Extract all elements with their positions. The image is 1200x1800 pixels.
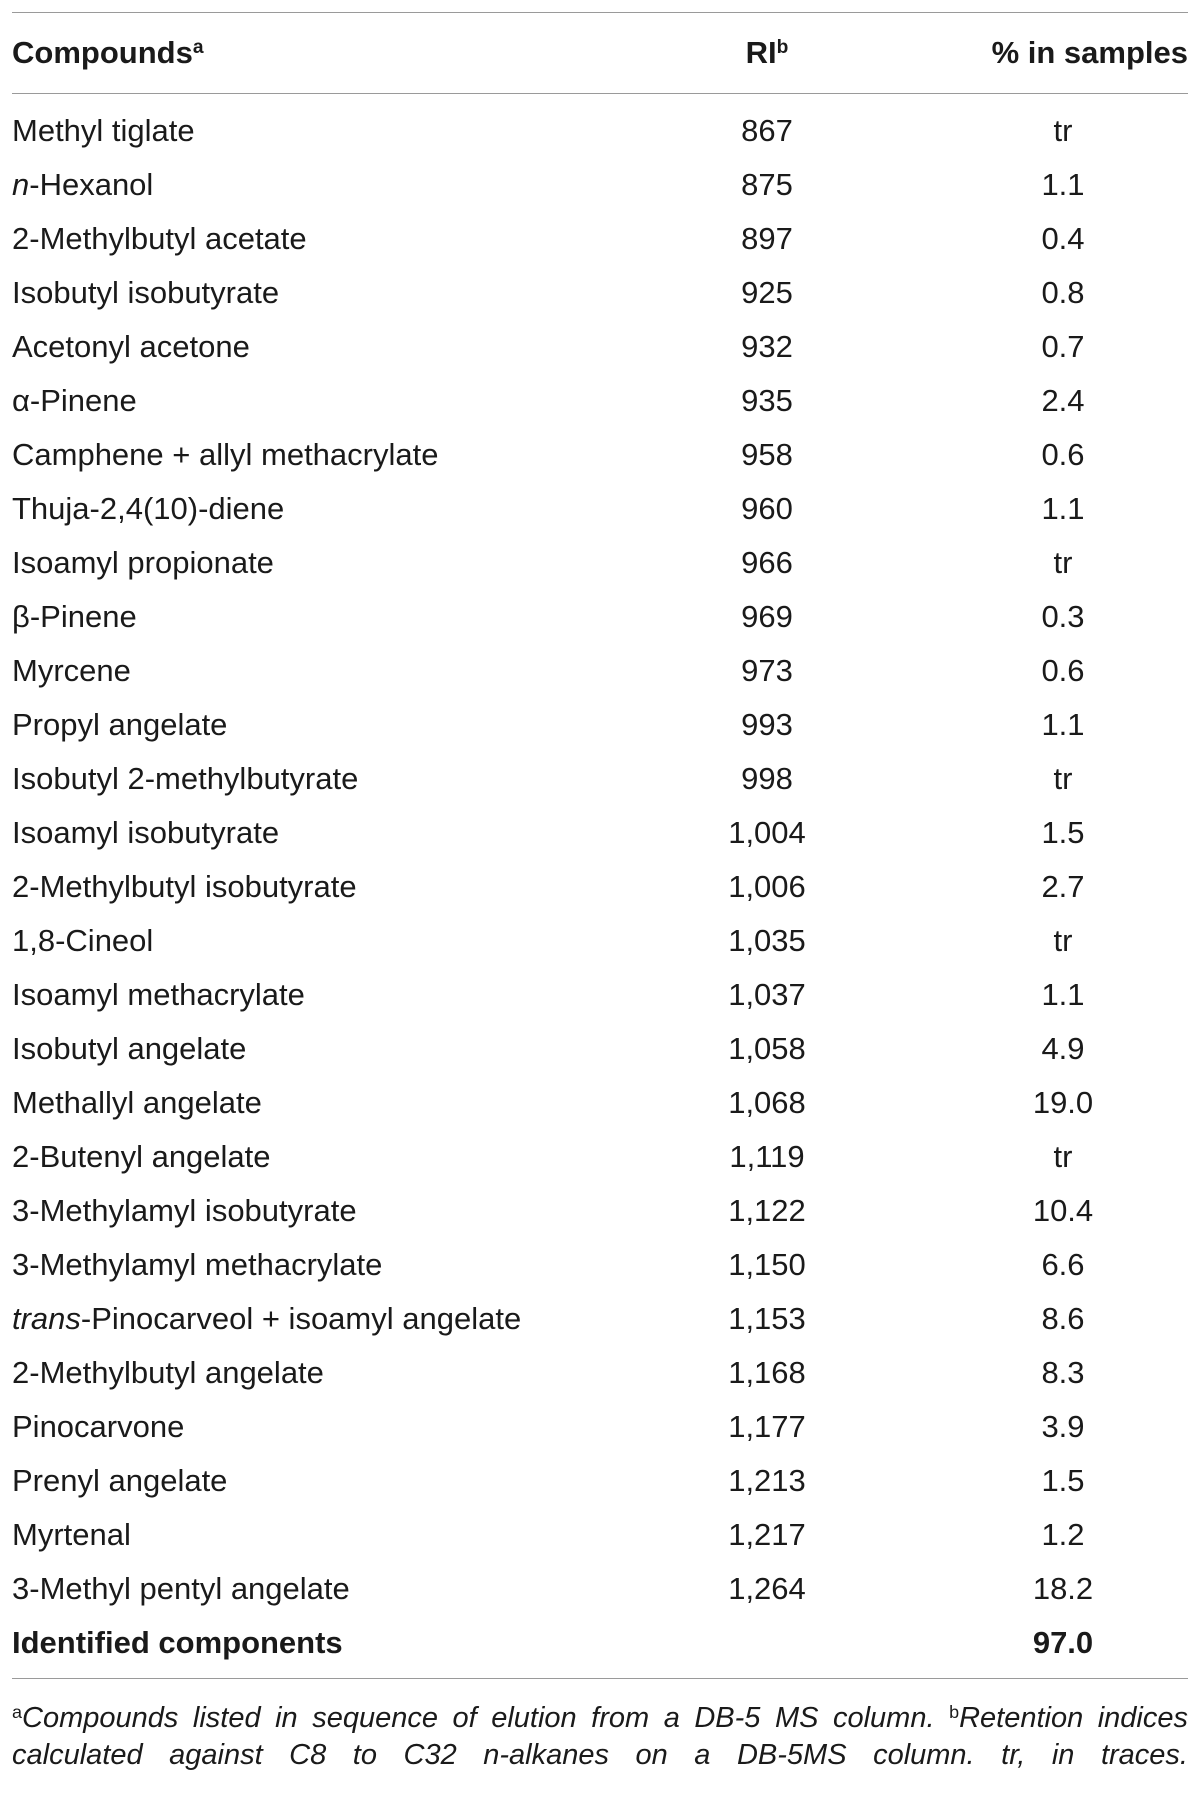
compound-name-cell [12, 590, 632, 644]
retention-index-cell: 1,006 [728, 869, 806, 904]
retention-index-cell: 1,068 [728, 1085, 806, 1120]
percent-value: 6.6 [1041, 1247, 1085, 1282]
table-row [12, 482, 1188, 536]
compound-name-prefix: n [12, 167, 30, 202]
compound-name-cell [12, 1184, 632, 1238]
percent-cell [902, 968, 1188, 1022]
table-row [12, 914, 1188, 968]
retention-index-cell: 1,153 [728, 1301, 806, 1336]
compound-name: 3-Methylamyl isobutyrate [12, 1193, 357, 1228]
retention-index-cell: 1,037 [728, 977, 806, 1012]
percent-cell [902, 266, 1188, 320]
compound-name-cell [12, 1562, 632, 1616]
retention-index-cell: 932 [741, 329, 793, 364]
percent-cell [902, 428, 1188, 482]
retention-index-cell: 973 [741, 653, 793, 688]
percent-value: 0.6 [1041, 437, 1085, 472]
compound-name-cell [12, 482, 632, 536]
percent-cell [902, 914, 1188, 968]
table-row [12, 374, 1188, 428]
retention-index-cell: 1,119 [729, 1139, 805, 1174]
compound-name: Acetonyl acetone [12, 329, 250, 364]
percent-value: 0.3 [1041, 599, 1085, 634]
compound-name-cell [12, 536, 632, 590]
compound-name-cell [12, 644, 632, 698]
compound-name: Isobutyl angelate [12, 1031, 247, 1066]
percent-cell [902, 1562, 1188, 1616]
compound-name-cell [12, 1346, 632, 1400]
compound-name-cell [12, 860, 632, 914]
header-ri: $RI^b$ [745, 35, 789, 70]
percent-value: 8.3 [1041, 1355, 1085, 1390]
compound-name: Camphene + allyl methacrylate [12, 437, 439, 472]
percent-cell [902, 806, 1188, 860]
table-row [12, 1400, 1188, 1454]
retention-index-cell: 867 [741, 113, 793, 148]
compound-name: Pinocarvone [12, 1409, 185, 1444]
percent-value: 1.2 [1041, 1517, 1085, 1552]
percent-cell [902, 320, 1188, 374]
table-row [12, 1238, 1188, 1292]
retention-index-cell: 966 [741, 545, 793, 580]
retention-index-cell: 993 [741, 707, 793, 742]
percent-value: 1.5 [1041, 815, 1085, 850]
retention-index-cell: 969 [741, 599, 793, 634]
compound-name-cell [12, 1130, 632, 1184]
compound-name: -Hexanol [29, 167, 154, 202]
compound-name: Isoamyl propionate [12, 545, 274, 580]
retention-index-cell: 998 [741, 761, 793, 796]
table-row [12, 1130, 1188, 1184]
compound-name: Methallyl angelate [12, 1085, 262, 1120]
footnote-a-text: Compounds listed in sequence of elution from a DB-5 MS column. [22, 1702, 935, 1734]
table-row [12, 1076, 1188, 1130]
total-percent-cell [902, 1616, 1188, 1679]
table-row [12, 752, 1188, 806]
compounds-table [12, 13, 1188, 1679]
percent-value: 0.8 [1041, 275, 1085, 310]
percent-cell [902, 1184, 1188, 1238]
compound-name: β-Pinene [12, 599, 137, 634]
table-row [12, 968, 1188, 1022]
header-ri-footnote-marker: b [776, 37, 789, 59]
table-row [12, 266, 1188, 320]
compound-name: Prenyl angelate [12, 1463, 228, 1498]
percent-cell [902, 1238, 1188, 1292]
percent-cell [902, 698, 1188, 752]
compound-name: Isobutyl 2-methylbutyrate [12, 761, 359, 796]
compound-name-cell [12, 968, 632, 1022]
table-row [12, 536, 1188, 590]
table-row [12, 158, 1188, 212]
compound-name-cell [12, 1454, 632, 1508]
compound-name: 2-Methylbutyl acetate [12, 221, 307, 256]
percent-value: 1.5 [1041, 1463, 1085, 1498]
retention-index-cell: 925 [741, 275, 793, 310]
compound-name: α-Pinene [12, 383, 137, 418]
compound-name: 2-Methylbutyl isobutyrate [12, 869, 357, 904]
percent-value: tr [1053, 923, 1073, 958]
percent-value: 1.1 [1041, 167, 1085, 202]
retention-index-cell: 1,177 [728, 1409, 806, 1444]
percent-value: tr [1053, 761, 1073, 796]
compound-name: 2-Butenyl angelate [12, 1139, 271, 1174]
table-row [12, 94, 1188, 159]
compound-name-cell [12, 914, 632, 968]
retention-index-cell: 1,035 [728, 923, 806, 958]
percent-cell [902, 94, 1188, 159]
compound-name-prefix: trans [12, 1301, 81, 1336]
compound-name-cell [12, 1076, 632, 1130]
compound-name: Isoamyl methacrylate [12, 977, 305, 1012]
table-row [12, 1454, 1188, 1508]
compound-name-cell [12, 1238, 632, 1292]
table-row [12, 320, 1188, 374]
percent-cell [902, 1454, 1188, 1508]
table-total-row [12, 1616, 1188, 1679]
percent-cell [902, 1076, 1188, 1130]
percent-value: 0.7 [1041, 329, 1085, 364]
compound-name-cell [12, 806, 632, 860]
compound-name-cell [12, 1400, 632, 1454]
compound-name: Isobutyl isobutyrate [12, 275, 280, 310]
table-header-row [12, 13, 1188, 94]
retention-index-cell: 960 [741, 491, 793, 526]
table-row [12, 1562, 1188, 1616]
compound-name: Methyl tiglate [12, 113, 195, 148]
compound-name-cell [12, 320, 632, 374]
table-row [12, 1184, 1188, 1238]
retention-index-cell: 935 [741, 383, 793, 418]
retention-index-cell: 1,004 [728, 815, 806, 850]
retention-index-cell: 897 [741, 221, 793, 256]
compound-name: 3-Methylamyl methacrylate [12, 1247, 383, 1282]
footnote-b-marker: b [949, 1702, 960, 1723]
percent-cell [902, 212, 1188, 266]
percent-cell [902, 590, 1188, 644]
header-percent: % in samples [991, 35, 1188, 70]
percent-cell [902, 644, 1188, 698]
compound-name: 2-Methylbutyl angelate [12, 1355, 324, 1390]
percent-value: 1.1 [1041, 977, 1085, 1012]
compound-name-cell [12, 94, 632, 159]
table-row [12, 1508, 1188, 1562]
compounds-table-container [12, 12, 1188, 1679]
percent-value: 0.4 [1041, 221, 1085, 256]
compound-name: Propyl angelate [12, 707, 228, 742]
retention-index-cell: 1,122 [728, 1193, 806, 1228]
table-row [12, 590, 1188, 644]
percent-cell [902, 482, 1188, 536]
compound-name-cell [12, 428, 632, 482]
table-body [12, 94, 1188, 1679]
total-label: Identified components [12, 1625, 343, 1660]
retention-index-cell: 1,150 [728, 1247, 806, 1282]
percent-cell [902, 374, 1188, 428]
table-footnote [12, 1700, 1188, 1774]
compound-name: -Pinocarveol + isoamyl angelate [80, 1301, 522, 1336]
percent-cell [902, 1346, 1188, 1400]
header-compounds-footnote-marker: a [192, 37, 204, 59]
table-row [12, 698, 1188, 752]
table-row [12, 212, 1188, 266]
percent-value: 0.6 [1041, 653, 1085, 688]
retention-index-cell: 1,264 [728, 1571, 806, 1606]
percent-cell [902, 158, 1188, 212]
compound-name-cell [12, 374, 632, 428]
table-row [12, 860, 1188, 914]
retention-index-cell: 1,058 [728, 1031, 806, 1066]
compound-name: Myrcene [12, 653, 131, 688]
table-row [12, 1292, 1188, 1346]
percent-value: 2.4 [1041, 383, 1085, 418]
retention-index-cell: 1,217 [728, 1517, 806, 1552]
percent-cell [902, 1400, 1188, 1454]
compound-name: Thuja-2,4(10)-diene [12, 491, 285, 526]
compound-name-cell [12, 698, 632, 752]
compound-name: 1,8-Cineol [12, 923, 154, 958]
compound-name: Myrtenal [12, 1517, 131, 1552]
compound-name-cell [12, 158, 632, 212]
percent-value: tr [1053, 1139, 1073, 1174]
percent-cell [902, 1130, 1188, 1184]
percent-cell [902, 1292, 1188, 1346]
header-compounds: Compounds$^a$ [12, 35, 204, 70]
total-percent-value: 97.0 [1032, 1625, 1094, 1660]
compound-name-cell [12, 752, 632, 806]
percent-value: 8.6 [1041, 1301, 1085, 1336]
footnote-a-marker: a [12, 1702, 22, 1723]
percent-value: 4.9 [1041, 1031, 1085, 1066]
retention-index-cell: 958 [741, 437, 793, 472]
retention-index-cell: 1,213 [728, 1463, 806, 1498]
footnote-b-text: Retention indices calculated against C8 to C32 n-alkanes on a DB-5MS column. tr, in traces. [12, 1702, 1188, 1771]
percent-cell [902, 860, 1188, 914]
percent-cell [902, 752, 1188, 806]
table-row [12, 428, 1188, 482]
percent-value: 10.4 [1032, 1193, 1094, 1228]
table-row [12, 644, 1188, 698]
percent-value: 1.1 [1041, 707, 1085, 742]
percent-cell [902, 536, 1188, 590]
percent-value: 3.9 [1041, 1409, 1085, 1444]
total-ri-cell [632, 1616, 902, 1679]
compound-name-cell [12, 1292, 632, 1346]
percent-cell [902, 1022, 1188, 1076]
retention-index-cell: 1,168 [728, 1355, 806, 1390]
percent-cell [902, 1508, 1188, 1562]
compound-name: Isoamyl isobutyrate [12, 815, 280, 850]
table-row [12, 1022, 1188, 1076]
compound-name-cell [12, 1022, 632, 1076]
percent-value: 18.2 [1032, 1571, 1094, 1606]
percent-value: 19.0 [1032, 1085, 1094, 1120]
percent-value: 1.1 [1041, 491, 1085, 526]
compound-name-cell [12, 266, 632, 320]
compound-name-cell [12, 212, 632, 266]
percent-value: tr [1053, 545, 1073, 580]
table-row [12, 1346, 1188, 1400]
compound-name-cell [12, 1508, 632, 1562]
percent-value: tr [1053, 113, 1073, 148]
percent-value: 2.7 [1041, 869, 1085, 904]
table-row [12, 806, 1188, 860]
retention-index-cell: 875 [741, 167, 793, 202]
compound-name: 3-Methyl pentyl angelate [12, 1571, 350, 1606]
